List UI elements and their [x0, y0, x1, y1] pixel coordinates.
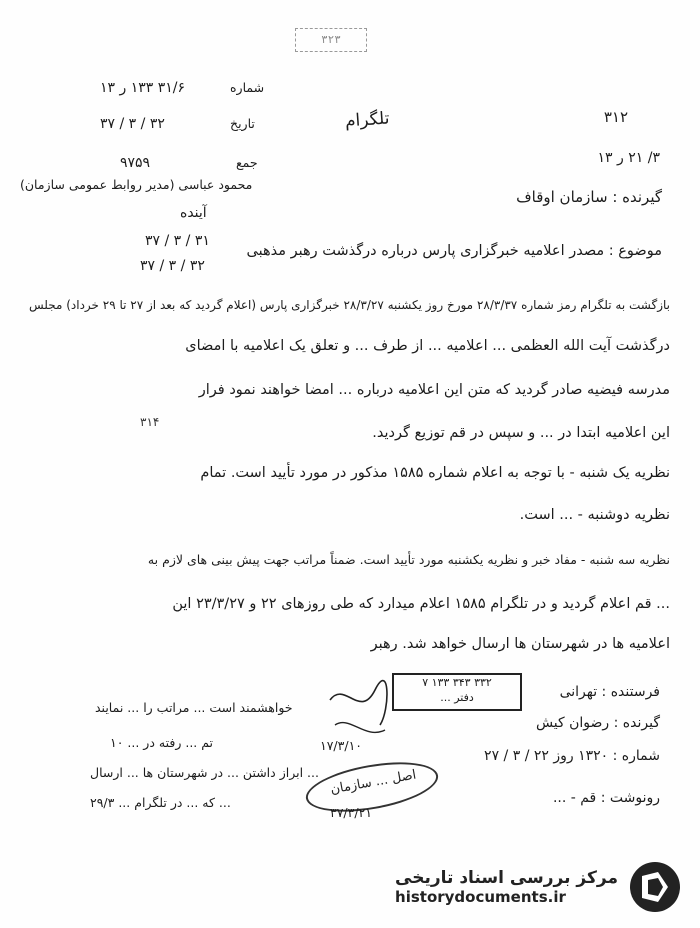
note-line-2: تم ... رفته در ... ۱۰ — [110, 735, 214, 750]
margin-note: ۳۱۴ — [140, 415, 160, 429]
initials-date: ۱۷/۳/۱۰ — [320, 738, 362, 753]
header-left-4-value: محمود عباسی (مدیر روابط عمومی سازمان) — [20, 177, 253, 192]
header-date: ۳/ ۲۱ ر ۱۳ — [597, 150, 660, 166]
header-left-7-value: ۳۲ / ۳ / ۳۷ — [140, 258, 205, 274]
body-line-4: این اعلامیه ابتدا در ... و سپس در قم توزیع گردید. — [372, 425, 670, 441]
registry-stamp — [392, 673, 522, 711]
header-left-3-value: ۹۷۵۹ — [120, 155, 151, 171]
header-number: ۳۱۲ — [603, 108, 628, 126]
sender-from: فرستنده : تهرانی — [559, 684, 660, 700]
section-three-line-1: نظریه سه شنبه - مفاد خبر و نظریه یکشنبه مورد تأیید است. ضمناً مراتب جهت پیش بینی های لازم به — [147, 552, 670, 567]
subject-line: موضوع : مصدر اعلامیه خبرگزاری پارس درباره درگذشت رهبر مذهبی — [246, 243, 662, 259]
sender-number: شماره : ۱۳۲۰ روز ۲۲ / ۳ / ۲۷ — [484, 748, 660, 764]
note-line-4: ... که ... در تلگرام ... ۲۹/۳ — [90, 795, 231, 810]
body-line-3: مدرسه فیضیه صادر گردید که متن این اعلامیه درباره ... امضا خواهند نمود فرار — [198, 382, 670, 398]
document-title: تلگرام — [344, 108, 391, 132]
body-line-2: درگذشت آیت الله العظمی ... اعلامیه ... از طرف ... و تعلق یک اعلامیه با امضای — [185, 338, 670, 354]
top-stamp: ۳۲۳ — [295, 28, 367, 52]
sender-to: گیرنده : رضوان کیش — [535, 715, 660, 731]
header-left-1-label: شماره — [230, 80, 265, 95]
watermark-title: مرکز بررسی اسناد تاریخی — [395, 868, 618, 888]
header-recipient: گیرنده : سازمان اوقاف — [516, 188, 662, 206]
note-line-3: ... ابراز داشتن ... در شهرستان ها ... ارسال — [90, 765, 319, 780]
section-two: نظریه دوشنبه - ... است. — [519, 507, 670, 523]
registry-stamp-line2: دفتر ... — [440, 691, 474, 704]
header-left-6-value: ۳۱ / ۳ / ۳۷ — [145, 233, 210, 249]
header-left-2-label: تاریخ — [230, 116, 255, 131]
watermark — [395, 860, 682, 914]
registry-stamp-line1: ۳۳۲ ۳۴۳ ۱۳۳ ۷ — [422, 676, 492, 689]
header-left-3-label: جمع — [236, 155, 258, 170]
watermark-url: historydocuments.ir — [395, 888, 566, 906]
section-one: نظریه یک شنبه - با توجه به اعلام شماره ۱۵۸۵ مذکور در مورد تأیید است. تمام — [200, 465, 670, 481]
body-line-1: بازگشت به تلگرام رمز شماره ۲۸/۳/۳۷ مورخ روز یکشنبه ۲۸/۳/۲۷ خبرگزاری پارس (اعلام گردید که بعد از ۲۷ تا ۲۹ خرداد) مجلس — [28, 298, 670, 312]
oval-stamp-date: ۳۷/۳/۲۱ — [330, 805, 372, 820]
note-line-1: خواهشمند است ... مراتب را ... نمایند — [95, 700, 293, 715]
header-left-5-value: آینده — [180, 205, 207, 221]
header-left-1-value: ۳۱/۶ ۱۳۳ ر ۱۳ — [100, 80, 186, 96]
center-logo-icon — [628, 860, 682, 914]
oval-stamp-label: اصل ... سازمان — [329, 767, 418, 798]
header-left-2-value: ۳۲ / ۳ / ۳۷ — [100, 116, 165, 132]
section-three-line-2: ... قم اعلام گردید و در تلگرام ۱۵۸۵ اعلام میدارد که طی روزهای ۲۲ و ۲۳/۳/۲۷ این — [172, 596, 670, 612]
sender-copy: رونوشت : قم - ... — [552, 790, 660, 806]
section-three-line-3: اعلامیه ها در شهرستان ها ارسال خواهد شد. رهبر — [370, 636, 670, 652]
